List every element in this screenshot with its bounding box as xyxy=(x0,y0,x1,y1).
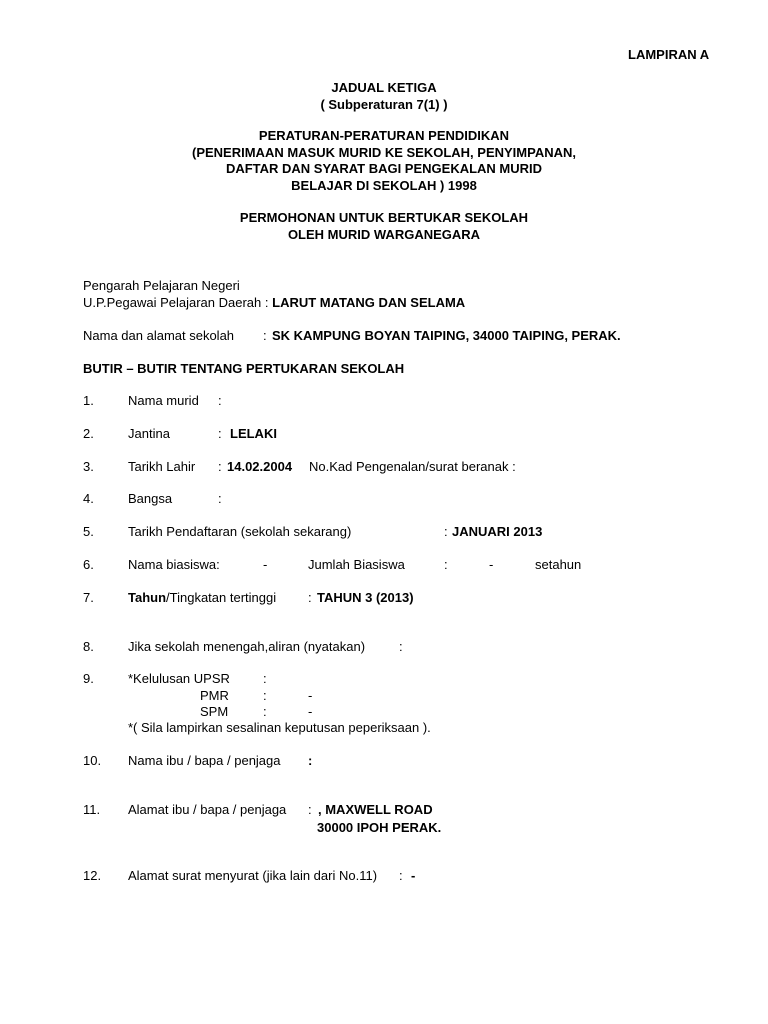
addressee-line-2 xyxy=(83,295,465,311)
regulation-line-1: PERATURAN-PERATURAN PENDIDIKAN xyxy=(258,128,510,143)
item-7-label-bold: Tahun xyxy=(128,590,167,605)
item-6-colon: : xyxy=(444,557,448,572)
item-2-number: 2. xyxy=(83,426,94,441)
parent-address-line-1: , MAXWELL ROAD xyxy=(318,802,433,817)
item-9-number: 9. xyxy=(83,671,94,686)
item-5-colon: : xyxy=(444,524,448,539)
item-11-colon: : xyxy=(308,802,312,817)
item-10-number: 10. xyxy=(83,753,102,768)
item-8-colon: : xyxy=(399,639,403,654)
birth-date-value: 14.02.2004 xyxy=(227,459,293,474)
scholarship-amount-value: - xyxy=(489,557,494,572)
scholarship-name-value: - xyxy=(263,557,268,572)
upsr-label: *Kelulusan UPSR xyxy=(128,671,230,686)
item-4-number: 4. xyxy=(83,491,94,506)
school-value: SK KAMPUNG BOYAN TAIPING, 34000 TAIPING, PERAK. xyxy=(272,328,621,343)
item-12-colon: : xyxy=(399,868,403,883)
page-subtitle: ( Subperaturan 7(1) ) xyxy=(320,97,448,112)
pmr-label: PMR xyxy=(200,688,229,703)
highest-year-value: TAHUN 3 (2013) xyxy=(317,590,414,605)
item-6-number: 6. xyxy=(83,557,94,572)
item-5-label: Tarikh Pendaftaran (sekolah sekarang) xyxy=(128,524,352,539)
form-title-line-2: OLEH MURID WARGANEGARA xyxy=(287,227,481,242)
item-7-colon: : xyxy=(308,590,312,605)
addressee-line-1: Pengarah Pelajaran Negeri xyxy=(83,278,240,293)
item-7-label-rest: /Tingkatan tertinggi xyxy=(166,590,277,605)
district-value: LARUT MATANG DAN SELAMA xyxy=(272,295,466,310)
item-2-colon: : xyxy=(218,426,222,441)
school-label: Nama dan alamat sekolah xyxy=(83,328,235,343)
exam-results-note: *( Sila lampirkan sesalinan keputusan peperiksaan ). xyxy=(128,720,431,735)
item-3-label: Tarikh Lahir xyxy=(128,459,196,474)
ic-number-label: No.Kad Pengenalan/surat beranak : xyxy=(309,459,516,474)
item-10-label: Nama ibu / bapa / penjaga xyxy=(128,753,281,768)
item-3-colon: : xyxy=(218,459,222,474)
spm-value: - xyxy=(308,704,313,719)
item-3-number: 3. xyxy=(83,459,94,474)
spm-colon: : xyxy=(263,704,267,719)
gender-value: LELAKI xyxy=(230,426,277,441)
item-12-label: Alamat surat menyurat (jika lain dari No.11) xyxy=(128,868,378,883)
item-1-number: 1. xyxy=(83,393,94,408)
item-4-label: Bangsa xyxy=(128,491,173,506)
item-11-label: Alamat ibu / bapa / penjaga xyxy=(128,802,287,817)
page-title: JADUAL KETIGA xyxy=(331,80,437,95)
pmr-colon: : xyxy=(263,688,267,703)
regulation-line-3: DAFTAR DAN SYARAT BAGI PENGEKALAN MURID xyxy=(225,161,543,176)
regulation-line-2: (PENERIMAAN MASUK MURID KE SEKOLAH, PENYIMPANAN, xyxy=(192,145,576,160)
item-7-label xyxy=(128,590,276,606)
school-colon: : xyxy=(263,328,267,343)
item-1-colon: : xyxy=(218,393,222,408)
mailing-address-value: - xyxy=(411,868,416,883)
upsr-colon: : xyxy=(263,671,267,686)
scholarship-amount-label: Jumlah Biasiswa xyxy=(308,557,405,572)
item-7-number: 7. xyxy=(83,590,94,605)
registration-date-value: JANUARI 2013 xyxy=(452,524,543,539)
item-1-label: Nama murid xyxy=(128,393,199,408)
item-8-label: Jika sekolah menengah,aliran (nyatakan) xyxy=(128,639,366,654)
district-officer-label: U.P.Pegawai Pelajaran Daerah : xyxy=(83,295,269,310)
item-11-number: 11. xyxy=(83,802,101,817)
parent-address-line-2: 30000 IPOH PERAK. xyxy=(317,820,442,835)
item-10-colon: : xyxy=(308,753,313,768)
item-4-colon: : xyxy=(218,491,222,506)
item-5-number: 5. xyxy=(83,524,94,539)
item-8-number: 8. xyxy=(83,639,94,654)
scholarship-period: setahun xyxy=(535,557,582,572)
item-2-label: Jantina xyxy=(128,426,170,441)
section-heading: BUTIR – BUTIR TENTANG PERTUKARAN SEKOLAH xyxy=(83,361,405,376)
item-6-label: Nama biasiswa: xyxy=(128,557,220,572)
item-12-number: 12. xyxy=(83,868,102,883)
spm-label: SPM xyxy=(200,704,229,719)
regulation-line-4: BELAJAR DI SEKOLAH ) 1998 xyxy=(291,178,477,193)
lampiran-label: LAMPIRAN A xyxy=(628,47,710,62)
pmr-value: - xyxy=(308,688,313,703)
form-title-line-1: PERMOHONAN UNTUK BERTUKAR SEKOLAH xyxy=(239,210,529,225)
